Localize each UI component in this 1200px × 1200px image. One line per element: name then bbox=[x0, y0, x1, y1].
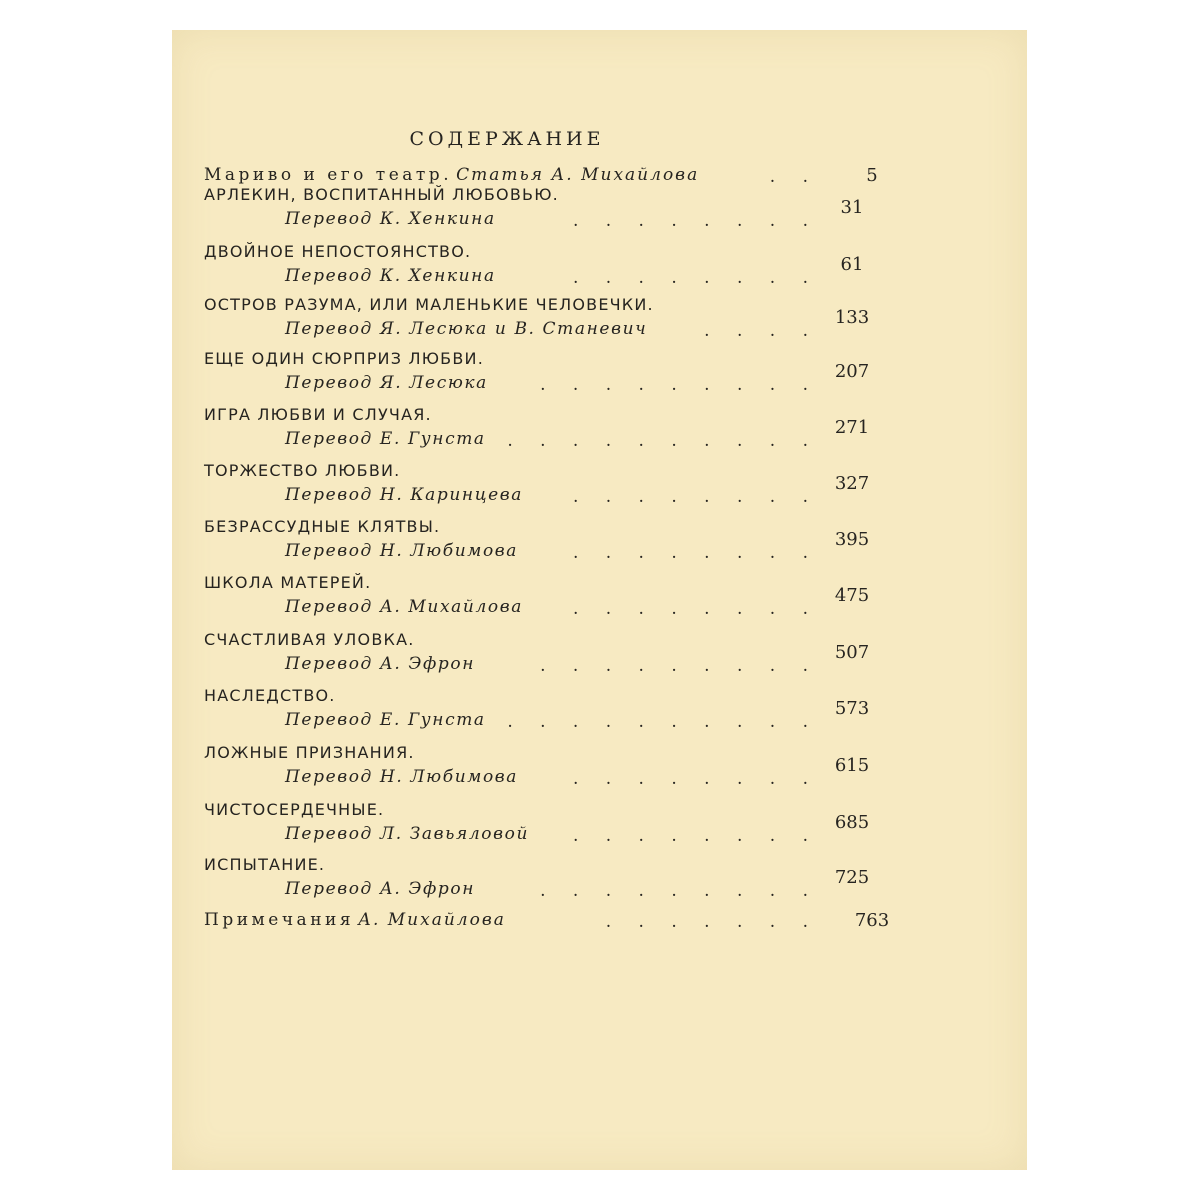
entry-translator: Перевод Е. Гунста bbox=[285, 710, 486, 730]
entry-page-number: 475 bbox=[834, 585, 870, 606]
toc-entry bbox=[172, 461, 1027, 509]
toc-entry bbox=[172, 405, 1027, 453]
entry-page-number: 61 bbox=[840, 254, 864, 275]
notes-title: Примечания bbox=[204, 910, 355, 930]
intro-author: Статья А. Михайлова bbox=[456, 165, 700, 185]
entry-dot-leader: . . . . . . . . bbox=[572, 826, 819, 846]
entry-page-number: 271 bbox=[834, 417, 870, 438]
entry-dot-leader: . . . . . . . . bbox=[572, 487, 819, 507]
entry-dot-leader: . . . . . . . . bbox=[572, 599, 819, 619]
entry-dot-leader: . . . . bbox=[704, 321, 819, 341]
toc-entry bbox=[172, 242, 1027, 290]
toc-entry bbox=[172, 630, 1027, 678]
entry-translator: Перевод Н. Любимова bbox=[285, 541, 519, 561]
entry-title: ИГРА ЛЮБВИ И СЛУЧАЯ. bbox=[204, 405, 432, 424]
entry-translator: Перевод А. Михайлова bbox=[285, 597, 523, 617]
entry-page-number: 327 bbox=[834, 473, 870, 494]
toc-entry bbox=[172, 349, 1027, 397]
entry-translator: Перевод К. Хенкина bbox=[285, 209, 496, 229]
notes-text bbox=[204, 910, 506, 930]
entry-translator: Перевод Е. Гунста bbox=[285, 429, 486, 449]
toc-entry bbox=[172, 573, 1027, 621]
entry-page-number: 685 bbox=[834, 812, 870, 833]
toc-entry bbox=[172, 517, 1027, 565]
entry-dot-leader: . . . . . . . . bbox=[572, 769, 819, 789]
entry-title: ТОРЖЕСТВО ЛЮБВИ. bbox=[204, 461, 401, 480]
entry-title: ЕЩЕ ОДИН СЮРПРИЗ ЛЮБВИ. bbox=[204, 349, 484, 368]
entry-dot-leader: . . . . . . . . bbox=[572, 268, 819, 288]
entry-title: ОСТРОВ РАЗУМА, ИЛИ МАЛЕНЬКИЕ ЧЕЛОВЕЧКИ. bbox=[204, 295, 654, 314]
notes-dot-leader: . . . . . . . bbox=[605, 912, 819, 932]
entry-title: ДВОЙНОЕ НЕПОСТОЯНСТВО. bbox=[204, 242, 472, 261]
intro-text bbox=[204, 165, 699, 185]
entry-page-number: 395 bbox=[834, 529, 870, 550]
intro-dot-leader: . . bbox=[769, 167, 819, 187]
toc-entry bbox=[172, 800, 1027, 848]
toc-entry bbox=[172, 295, 1027, 343]
toc-entry bbox=[172, 743, 1027, 791]
entry-page-number: 615 bbox=[834, 755, 870, 776]
notes-author: А. Михайлова bbox=[358, 910, 506, 930]
entry-title: ЛОЖНЫЕ ПРИЗНАНИЯ. bbox=[204, 743, 415, 762]
entry-dot-leader: . . . . . . . . . bbox=[540, 656, 819, 676]
entry-title: СЧАСТЛИВАЯ УЛОВКА. bbox=[204, 630, 415, 649]
entry-page-number: 725 bbox=[834, 867, 870, 888]
entry-dot-leader: . . . . . . . . bbox=[572, 543, 819, 563]
entry-page-number: 133 bbox=[834, 307, 870, 328]
entry-translator: Перевод Я. Лесюка bbox=[285, 373, 488, 393]
entry-dot-leader: . . . . . . . . . . bbox=[507, 712, 819, 732]
entry-translator: Перевод Н. Каринцева bbox=[285, 485, 524, 505]
intro-page-number: 5 bbox=[866, 165, 878, 186]
entry-title: ШКОЛА МАТЕРЕЙ. bbox=[204, 573, 372, 592]
entry-page-number: 207 bbox=[834, 361, 870, 382]
entry-translator: Перевод Н. Любимова bbox=[285, 767, 519, 787]
entry-dot-leader: . . . . . . . . . . bbox=[507, 431, 819, 451]
notes-page-number: 763 bbox=[854, 910, 890, 931]
toc-notes-entry bbox=[172, 910, 1027, 938]
entry-dot-leader: . . . . . . . . . bbox=[540, 881, 819, 901]
entry-page-number: 573 bbox=[834, 698, 870, 719]
toc-entry bbox=[172, 185, 1027, 233]
entry-page-number: 31 bbox=[840, 197, 864, 218]
entry-translator: Перевод А. Эфрон bbox=[285, 654, 476, 674]
entry-translator: Перевод К. Хенкина bbox=[285, 266, 496, 286]
entry-dot-leader: . . . . . . . . bbox=[572, 211, 819, 231]
contents-heading: СОДЕРЖАНИЕ bbox=[409, 128, 605, 150]
entry-title: ИСПЫТАНИЕ. bbox=[204, 855, 326, 874]
entry-translator: Перевод Л. Завьяловой bbox=[285, 824, 529, 844]
book-page bbox=[172, 30, 1027, 1170]
entry-page-number: 507 bbox=[834, 642, 870, 663]
toc-entry bbox=[172, 686, 1027, 734]
entry-translator: Перевод Я. Лесюка и В. Станевич bbox=[285, 319, 648, 339]
entry-translator: Перевод А. Эфрон bbox=[285, 879, 476, 899]
intro-title: Мариво и его театр. bbox=[204, 165, 453, 185]
entry-title: БЕЗРАССУДНЫЕ КЛЯТВЫ. bbox=[204, 517, 441, 536]
entry-title: ЧИСТОСЕРДЕЧНЫЕ. bbox=[204, 800, 385, 819]
entry-title: НАСЛЕДСТВО. bbox=[204, 686, 336, 705]
entry-title: АРЛЕКИН, ВОСПИТАННЫЙ ЛЮБОВЬЮ. bbox=[204, 185, 559, 204]
toc-entry bbox=[172, 855, 1027, 903]
entry-dot-leader: . . . . . . . . . bbox=[540, 375, 819, 395]
